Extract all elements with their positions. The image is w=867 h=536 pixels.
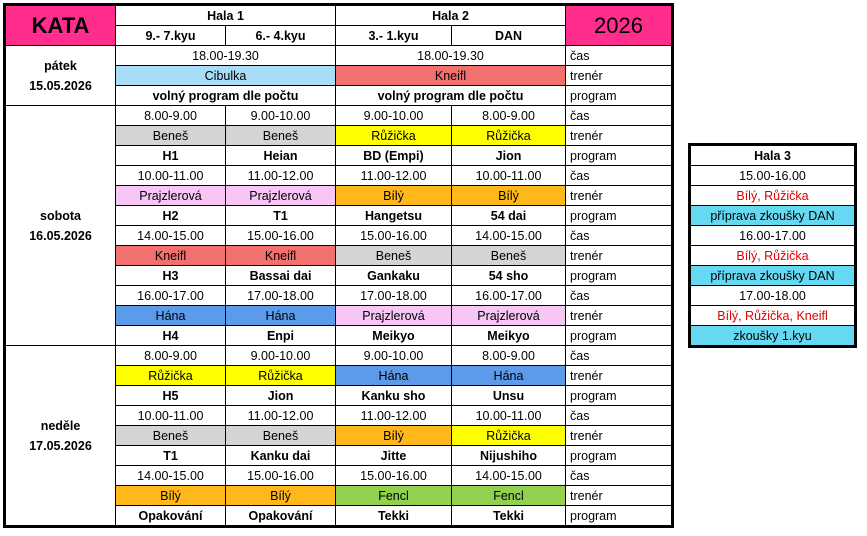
trainer-cell: Bílý <box>336 186 452 206</box>
time-cell: 16.00-17.00 <box>116 286 226 306</box>
trainer-cell: Beneš <box>226 126 336 146</box>
trainer-cell: Cibulka <box>116 66 336 86</box>
trainer-cell: Růžička <box>116 366 226 386</box>
trainer-cell: Beneš <box>452 246 566 266</box>
trainer-cell: Prajzlerová <box>336 306 452 326</box>
row-label: program <box>566 506 672 526</box>
program-cell: Kanku sho <box>336 386 452 406</box>
trainer-cell: Prajzlerová <box>452 306 566 326</box>
program-cell: Jion <box>452 146 566 166</box>
program-cell: Hangetsu <box>336 206 452 226</box>
time-cell: 14.00-15.00 <box>116 226 226 246</box>
time-cell: 9.00-10.00 <box>226 346 336 366</box>
trainer-cell: Kneifl <box>116 246 226 266</box>
group-header: 3.- 1.kyu <box>336 26 452 46</box>
program-cell: Tekki <box>452 506 566 526</box>
hala3-header: Hala 3 <box>691 146 855 166</box>
program-cell: Meikyo <box>452 326 566 346</box>
trainer-cell: Prajzlerová <box>116 186 226 206</box>
row-label: program <box>566 146 672 166</box>
program-cell: Opakování <box>226 506 336 526</box>
kata-schedule-table <box>5 5 672 526</box>
row-label: čas <box>566 406 672 426</box>
trainer-cell: Kneifl <box>336 66 566 86</box>
trainer-cell: Bílý <box>452 186 566 206</box>
time-cell: 11.00-12.00 <box>226 406 336 426</box>
trainer-cell: Fencl <box>452 486 566 506</box>
day-cell-saturday <box>6 106 116 346</box>
row-label: program <box>566 86 672 106</box>
row-label: trenér <box>566 246 672 266</box>
hala3-time-cell: 17.00-18.00 <box>691 286 855 306</box>
trainer-cell: Růžička <box>336 126 452 146</box>
trainer-cell: Prajzlerová <box>226 186 336 206</box>
row-label: čas <box>566 166 672 186</box>
program-cell: H2 <box>116 206 226 226</box>
row-label: čas <box>566 466 672 486</box>
trainer-cell: Beneš <box>116 126 226 146</box>
trainer-cell: Bílý <box>226 486 336 506</box>
time-cell: 8.00-9.00 <box>452 346 566 366</box>
program-cell: Meikyo <box>336 326 452 346</box>
row-label: program <box>566 386 672 406</box>
time-cell: 8.00-9.00 <box>116 106 226 126</box>
row-label: trenér <box>566 366 672 386</box>
hala1-header: Hala 1 <box>116 6 336 26</box>
trainer-cell: Hána <box>336 366 452 386</box>
hala3-time-cell: 16.00-17.00 <box>691 226 855 246</box>
time-cell: 11.00-12.00 <box>336 406 452 426</box>
time-cell: 14.00-15.00 <box>116 466 226 486</box>
row-label: čas <box>566 286 672 306</box>
time-cell: 9.00-10.00 <box>336 346 452 366</box>
trainer-cell: Bílý <box>336 426 452 446</box>
program-cell: H3 <box>116 266 226 286</box>
program-cell: Unsu <box>452 386 566 406</box>
day-name: pátek <box>44 58 77 73</box>
program-cell: Nijushiho <box>452 446 566 466</box>
row-label: program <box>566 206 672 226</box>
group-header: DAN <box>452 26 566 46</box>
hala3-program-cell: příprava zkoušky DAN <box>691 206 855 226</box>
program-cell: Jitte <box>336 446 452 466</box>
row-label: trenér <box>566 426 672 446</box>
program-cell: H4 <box>116 326 226 346</box>
time-cell: 15.00-16.00 <box>226 466 336 486</box>
program-cell: volný program dle počtu <box>336 86 566 106</box>
kata-title: KATA <box>6 6 116 46</box>
program-cell: Enpi <box>226 326 336 346</box>
hala3-program-cell: příprava zkoušky DAN <box>691 266 855 286</box>
program-cell: T1 <box>226 206 336 226</box>
trainer-cell: Hána <box>116 306 226 326</box>
row-label: program <box>566 446 672 466</box>
trainer-cell: Fencl <box>336 486 452 506</box>
year-title: 2026 <box>566 6 672 46</box>
trainer-cell: Růžička <box>452 426 566 446</box>
day-date: 17.05.2026 <box>29 438 92 453</box>
time-cell: 14.00-15.00 <box>452 466 566 486</box>
time-cell: 16.00-17.00 <box>452 286 566 306</box>
time-cell: 8.00-9.00 <box>452 106 566 126</box>
trainer-cell: Hána <box>226 306 336 326</box>
time-cell: 10.00-11.00 <box>116 406 226 426</box>
program-cell: 54 sho <box>452 266 566 286</box>
trainer-cell: Růžička <box>226 366 336 386</box>
trainer-cell: Beneš <box>116 426 226 446</box>
group-header: 6.- 4.kyu <box>226 26 336 46</box>
hala3-program-cell: zkoušky 1.kyu <box>691 326 855 346</box>
row-label: trenér <box>566 66 672 86</box>
time-cell: 15.00-16.00 <box>336 226 452 246</box>
trainer-cell: Hána <box>452 366 566 386</box>
row-label: čas <box>566 46 672 66</box>
program-cell: H1 <box>116 146 226 166</box>
program-cell: Heian <box>226 146 336 166</box>
program-cell: Tekki <box>336 506 452 526</box>
row-label: trenér <box>566 306 672 326</box>
program-cell: H5 <box>116 386 226 406</box>
row-label: čas <box>566 226 672 246</box>
row-label: program <box>566 326 672 346</box>
row-label: trenér <box>566 486 672 506</box>
day-date: 15.05.2026 <box>29 78 92 93</box>
row-label: trenér <box>566 186 672 206</box>
time-cell: 11.00-12.00 <box>336 166 452 186</box>
time-cell: 9.00-10.00 <box>336 106 452 126</box>
trainer-cell: Bílý <box>116 486 226 506</box>
row-label: trenér <box>566 126 672 146</box>
hala3-table <box>690 145 855 346</box>
hala3-trainer-cell: Bílý, Růžička <box>691 246 855 266</box>
row-label: čas <box>566 346 672 366</box>
row-label: program <box>566 266 672 286</box>
day-name: neděle <box>40 418 81 433</box>
day-cell-friday <box>6 46 116 106</box>
hala2-header: Hala 2 <box>336 6 566 26</box>
time-cell: 10.00-11.00 <box>452 406 566 426</box>
time-cell: 17.00-18.00 <box>336 286 452 306</box>
program-cell: Opakování <box>116 506 226 526</box>
program-cell: BD (Empi) <box>336 146 452 166</box>
trainer-cell: Růžička <box>452 126 566 146</box>
time-cell: 18.00-19.30 <box>336 46 566 66</box>
day-date: 16.05.2026 <box>29 228 92 243</box>
time-cell: 10.00-11.00 <box>116 166 226 186</box>
hala3-trainer-cell: Bílý, Růžička, Kneifl <box>691 306 855 326</box>
time-cell: 17.00-18.00 <box>226 286 336 306</box>
program-cell: Gankaku <box>336 266 452 286</box>
program-cell: 54 dai <box>452 206 566 226</box>
time-cell: 15.00-16.00 <box>336 466 452 486</box>
time-cell: 14.00-15.00 <box>452 226 566 246</box>
trainer-cell: Kneifl <box>226 246 336 266</box>
trainer-cell: Beneš <box>336 246 452 266</box>
time-cell: 9.00-10.00 <box>226 106 336 126</box>
time-cell: 10.00-11.00 <box>452 166 566 186</box>
time-cell: 11.00-12.00 <box>226 166 336 186</box>
time-cell: 18.00-19.30 <box>116 46 336 66</box>
day-cell-sunday <box>6 346 116 526</box>
program-cell: T1 <box>116 446 226 466</box>
program-cell: Jion <box>226 386 336 406</box>
program-cell: Bassai dai <box>226 266 336 286</box>
time-cell: 15.00-16.00 <box>226 226 336 246</box>
group-header: 9.- 7.kyu <box>116 26 226 46</box>
day-name: sobota <box>40 208 81 223</box>
row-label: čas <box>566 106 672 126</box>
hala3-trainer-cell: Bílý, Růžička <box>691 186 855 206</box>
trainer-cell: Beneš <box>226 426 336 446</box>
time-cell: 8.00-9.00 <box>116 346 226 366</box>
hala3-time-cell: 15.00-16.00 <box>691 166 855 186</box>
program-cell: volný program dle počtu <box>116 86 336 106</box>
program-cell: Kanku dai <box>226 446 336 466</box>
